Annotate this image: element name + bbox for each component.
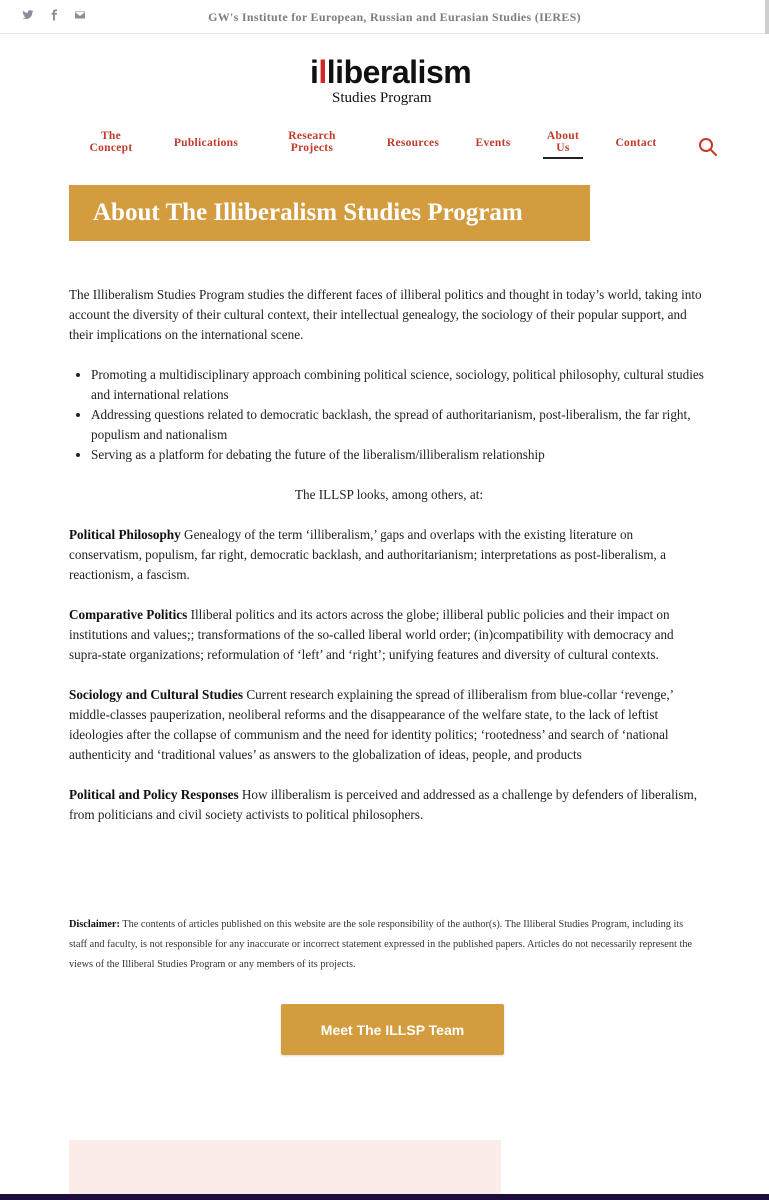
- nav-item-research-projects[interactable]: Research Projects: [288, 130, 336, 154]
- section-heading: Political and Policy Responses: [69, 787, 239, 802]
- list-item: • Addressing questions related to democratic backlash, the spread of authoritarianism, post-liberalism, the far right, populism and nationalism: [91, 405, 709, 445]
- section-text: Current research explaining the spread of illiberalism from blue-collar ‘revenge,’ middle-classes pauperization, neoliberal reforms and the disappearance of the welfare state, to the lack of leftist ideologies after the collapse of communism and the need for identity politics; ‘rootedness’ and search of ‘national authenticity and ‘traditional values’ as answers to the globalization of ideas, people, and products: [69, 687, 674, 762]
- disclaimer-label: Disclaimer:: [69, 919, 120, 930]
- nav-item-resources[interactable]: Resources: [386, 137, 440, 149]
- section-comparative-politics: [69, 605, 709, 665]
- section-political-philosophy: [69, 525, 709, 585]
- footer-bar: [0, 1194, 769, 1200]
- section-sociology: [69, 685, 709, 765]
- disclaimer-text: The contents of articles published on this website are the sole responsibility of the author(s). The Illiberal Studies Program, including its staff and faculty, is not responsible for any inaccurate or incorrect statement expressed in the published papers. Articles do not necessarily represent the views of the Illiberal Studies Program or any members of its projects.: [69, 919, 693, 970]
- section-heading: Comparative Politics: [69, 607, 188, 622]
- page-title-banner: [69, 185, 590, 241]
- nav-item-the-concept[interactable]: The Concept: [89, 130, 133, 154]
- search-icon[interactable]: [698, 137, 718, 157]
- promo-card: [69, 1140, 501, 1196]
- page-title: About The Illiberalism Studies Program: [93, 199, 523, 226]
- intro-paragraph: The Illiberalism Studies Program studies the different faces of illiberal politics and thought in today’s world, taking into account the diversity of their cultural context, their intellectual genealogy, the sociology of their popular support, and their implications on the international scene.: [69, 287, 702, 342]
- section-policy-responses: [69, 785, 709, 825]
- nav-item-events[interactable]: Events: [475, 137, 511, 149]
- top-bar: [0, 0, 769, 34]
- nav-item-publications[interactable]: Publications: [173, 137, 239, 149]
- institute-name[interactable]: GW's Institute for European, Russian and Eurasian Studies (IERES): [208, 10, 581, 24]
- section-text: Genealogy of the term ‘illiberalism,’ gaps and overlaps with the existing literature on conservatism, populism, far right, democratic backlash, and authoritarianism; interpretations as post-liberalism, a reactionism, a fascism.: [69, 527, 666, 582]
- nav-item-contact[interactable]: Contact: [615, 137, 657, 149]
- section-heading: Sociology and Cultural Studies: [69, 687, 244, 702]
- section-text: How illiberalism is perceived and addressed as a challenge by defenders of liberalism, from politicians and civil society activists to political philosophers.: [69, 787, 698, 822]
- main-nav: [0, 130, 769, 166]
- section-text: Illiberal politics and its actors across the globe; illiberal public policies and their impact on institutions and values;; transformations of the so-called liberal world order; (in)compatibility with democracy and supra-state organizations; reformulation of ‘left’ and ‘right’; unifying features and diversity of cultural contexts.: [69, 607, 674, 662]
- list-item: • Serving as a platform for debating the future of the liberalism/illiberalism relationship: [91, 445, 709, 465]
- disclaimer: [69, 915, 699, 975]
- section-heading: Political Philosophy: [69, 527, 181, 542]
- main-content: [69, 285, 709, 845]
- logo-wordmark: illiberalism: [310, 54, 472, 90]
- scrollbar-edge: [765, 0, 769, 34]
- looks-at-text: The ILLSP looks, among others, at:: [294, 487, 484, 502]
- site-logo[interactable]: [310, 54, 480, 110]
- nav-item-about-us[interactable]: About Us: [543, 130, 583, 154]
- logo-subtitle: Studies Program: [332, 90, 432, 106]
- list-item: • Promoting a multidisciplinary approach combining political science, sociology, political philosophy, cultural studies and international relations: [91, 365, 709, 405]
- meet-team-button[interactable]: Meet The ILLSP Team: [281, 1004, 504, 1055]
- bullet-list: [91, 365, 709, 465]
